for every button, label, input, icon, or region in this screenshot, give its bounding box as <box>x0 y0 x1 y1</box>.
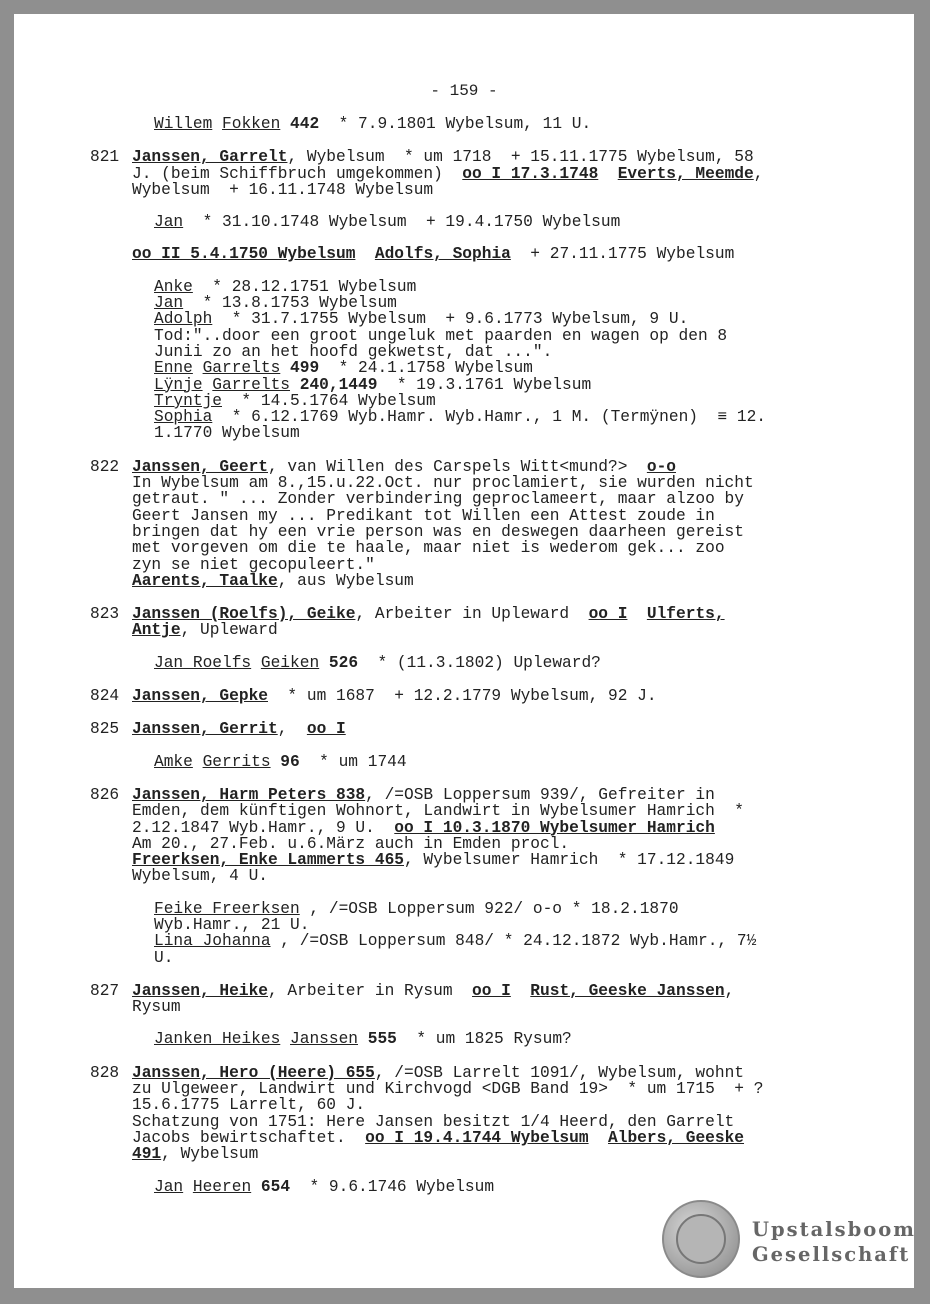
child-line: Sophia * 6.12.1769 Wyb.Hamr. Wyb.Hamr., 1 M. (Termÿnen) ≡ 12. <box>154 408 766 427</box>
entry-line: 15.6.1775 Larrelt, 60 J. <box>132 1096 366 1115</box>
child-line: U. <box>154 948 174 967</box>
seal-icon <box>662 1200 740 1278</box>
children-block <box>154 754 850 770</box>
child-line: Wyb.Hamr., 21 U. <box>154 915 310 934</box>
entry-824 <box>90 688 850 704</box>
entry-line: Emden, dem künftigen Wohnort, Landwirt in Wybelsumer Hamrich * <box>132 802 744 821</box>
entry-line: zu Ulgeweer, Landwirt und Kirchvogd <DGB Band 19> * um 1715 + ? <box>132 1080 764 1099</box>
entry-line: Wybelsum + 16.11.1748 Wybelsum <box>132 180 434 199</box>
document-page <box>14 14 914 1288</box>
entry-line: In Wybelsum am 8.,15.u.22.Oct. nur proclamiert, sie wurden nicht <box>132 474 754 493</box>
entry-line: Janssen, Garrelt, Wybelsum * um 1718 + 15.11.1775 Wybelsum, 58 <box>132 148 754 167</box>
entry-line: Wybelsum, 4 U. <box>132 867 268 886</box>
child-line: Lina Johanna , /=OSB Loppersum 848/ * 24.12.1872 Wyb.Hamr., 7½ <box>154 932 757 951</box>
entry-821 <box>90 149 850 441</box>
entry-827 <box>90 983 850 1048</box>
entry-line: Am 20., 27.Feb. u.6.März auch in Emden procl. <box>132 834 570 853</box>
child-line: Junii zo an het hoofd gekwetst, dat ...". <box>154 342 553 361</box>
child-line: Enne Garrelts 499 * 24.1.1758 Wybelsum <box>154 359 533 378</box>
entry-continuation <box>90 116 850 132</box>
second-marriage-line: oo II 5.4.1750 Wybelsum Adolfs, Sophia + 27.11.1775 Wybelsum <box>132 245 735 264</box>
child-line: Jan * 13.8.1753 Wybelsum <box>154 294 397 313</box>
entry-826 <box>90 787 850 966</box>
entry-number: 821 <box>90 148 120 167</box>
child-line: 1.1770 Wybelsum <box>154 424 300 443</box>
child-line: Tod:"..door een groot ungeluk met paarden en wagen op den 8 <box>154 326 728 345</box>
child-line: Amke Gerrits 96 * um 1744 <box>154 752 407 771</box>
children-block <box>154 1179 850 1195</box>
child-line: Lÿnje Garrelts 240,1449 * 19.3.1761 Wybelsum <box>154 375 592 394</box>
logo-line-2: Gesellschaft <box>752 1243 911 1266</box>
entry-line: zyn se niet gecopuleert." <box>132 555 375 574</box>
entry-line: Aarents, Taalke, aus Wybelsum <box>132 571 414 590</box>
entry-line: Janssen, Heike, Arbeiter in Rysum oo I Rust, Geeske Janssen, <box>132 981 735 1000</box>
children-block <box>154 214 850 230</box>
child-line: Tryntje * 14.5.1764 Wybelsum <box>154 391 436 410</box>
child-line: Jan Heeren 654 * 9.6.1746 Wybelsum <box>154 1177 495 1196</box>
entry-line: bringen dat hy een vrie person was en deswegen daarheen gereist <box>132 522 744 541</box>
entry-line: Janssen (Roelfs), Geike, Arbeiter in Upleward oo I Ulferts, <box>132 605 725 624</box>
logo-line-1: Upstalsboom <box>752 1218 916 1241</box>
children-block <box>154 116 850 132</box>
child-line: Jan Roelfs Geiken 526 * (11.3.1802) Upleward? <box>154 653 601 672</box>
page-number: - 159 - <box>430 82 498 100</box>
entry-823 <box>90 606 850 671</box>
entry-line: getraut. " ... Zonder verbindering geproclameert, maar alzoo by <box>132 490 744 509</box>
entry-line: 491, Wybelsum <box>132 1145 259 1164</box>
entry-line: met vorgeven om die te haale, maar niet is wederom gek... zoo <box>132 539 725 558</box>
child-line: Janken Heikes Janssen 555 * um 1825 Rysum? <box>154 1030 572 1049</box>
child-line: Adolph * 31.7.1755 Wybelsum + 9.6.1773 Wybelsum, 9 U. <box>154 310 689 329</box>
children-block <box>154 655 850 671</box>
entry-line: J. (beim Schiffbruch umgekommen) oo I 17.3.1748 Everts, Meemde, <box>132 164 764 183</box>
entry-number: 823 <box>90 605 120 624</box>
entry-828 <box>90 1065 850 1195</box>
entry-number: 826 <box>90 785 120 804</box>
children-block <box>154 1031 850 1047</box>
entry-line: Rysum <box>132 998 181 1017</box>
entry-825 <box>90 721 850 770</box>
entry-line: Schatzung von 1751: Here Jansen besitzt 1/4 Heerd, den Garrelt <box>132 1112 735 1131</box>
entry-number: 822 <box>90 457 120 476</box>
entry-number: 825 <box>90 720 120 739</box>
entry-number: 827 <box>90 981 120 1000</box>
entry-line: Janssen, Harm Peters 838, /=OSB Loppersum 939/, Gefreiter in <box>132 785 715 804</box>
entry-line: Geert Jansen my ... Predikant tot Willen een Attest zoude in <box>132 506 715 525</box>
child-line: Willem Fokken 442 * 7.9.1801 Wybelsum, 11 U. <box>154 115 592 133</box>
entry-line: Janssen, Gepke * um 1687 + 12.2.1779 Wybelsum, 92 J. <box>132 687 657 706</box>
seal-emblem <box>676 1214 726 1264</box>
entries-list <box>90 100 850 1195</box>
child-line: Feike Freerksen , /=OSB Loppersum 922/ o-o * 18.2.1870 <box>154 899 679 918</box>
entry-line: Janssen, Geert, van Willen des Carspels Witt<mund?> o-o <box>132 457 677 476</box>
entry-line: Freerksen, Enke Lammerts 465, Wybelsumer Hamrich * 17.12.1849 <box>132 851 735 870</box>
children-block <box>154 279 850 442</box>
child-line: Jan * 31.10.1748 Wybelsum + 19.4.1750 Wybelsum <box>154 213 621 232</box>
children-block <box>154 901 850 966</box>
entry-number: 824 <box>90 687 120 706</box>
entry-line: 2.12.1847 Wyb.Hamr., 9 U. oo I 10.3.1870 Wybelsumer Hamrich <box>132 818 715 837</box>
publisher-logo <box>752 1217 916 1267</box>
child-line: Anke * 28.12.1751 Wybelsum <box>154 277 417 296</box>
entry-line: Janssen, Gerrit, oo I <box>132 720 346 739</box>
entry-822 <box>90 459 850 589</box>
entry-line: Jacobs bewirtschaftet. oo I 19.4.1744 Wybelsum Albers, Geeske <box>132 1128 745 1147</box>
entry-line: Antje, Upleward <box>132 621 278 640</box>
entry-number: 828 <box>90 1063 120 1082</box>
entry-line: Janssen, Hero (Heere) 655, /=OSB Larrelt 1091/, Wybelsum, wohnt <box>132 1063 744 1082</box>
